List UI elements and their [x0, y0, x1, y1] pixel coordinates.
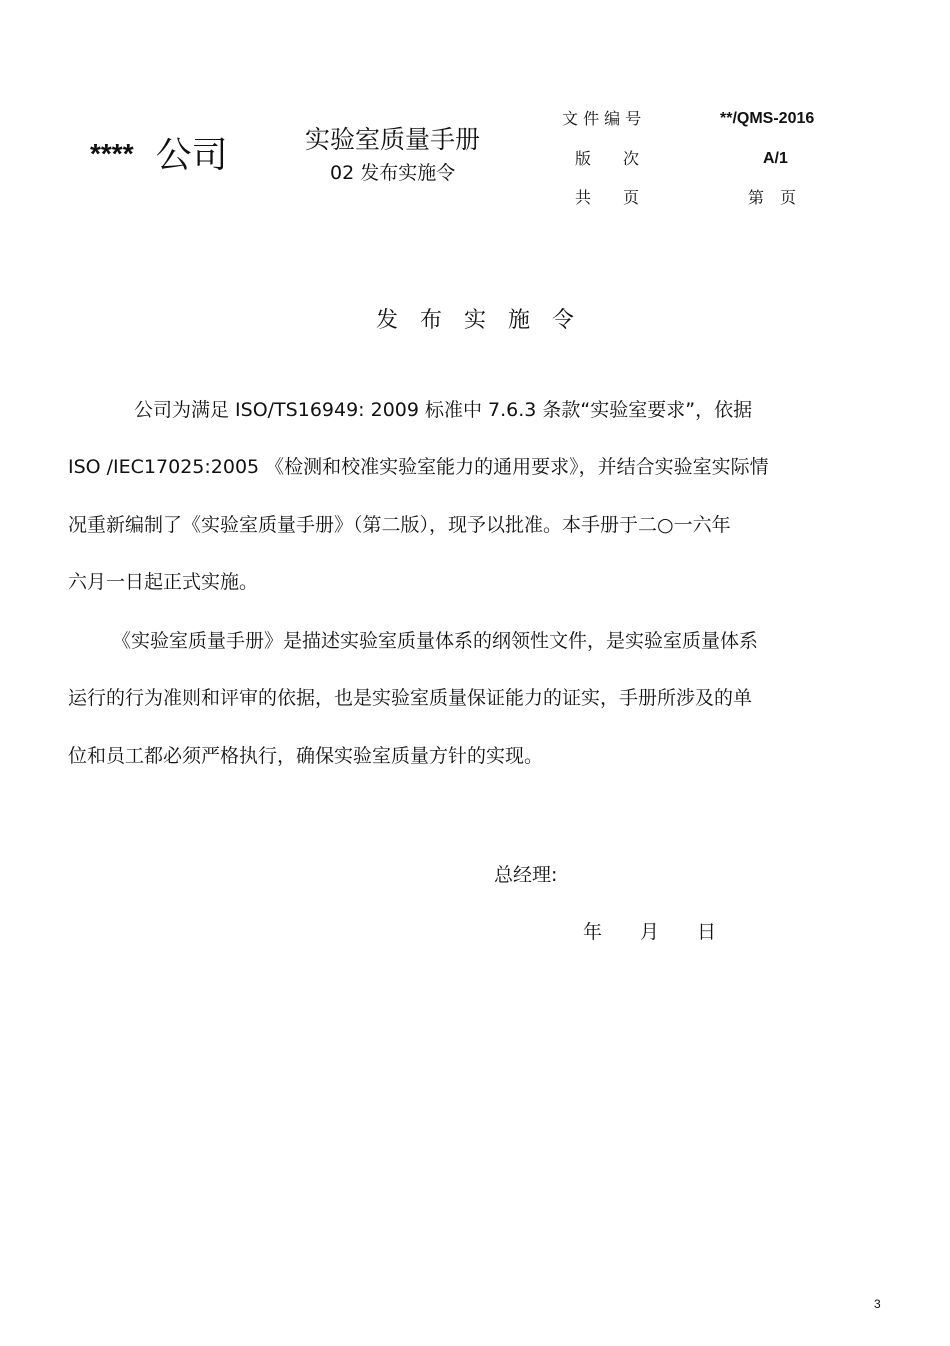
manual-title: 实验室质量手册	[305, 125, 481, 154]
paragraph-2-line-2: 运行的行为准则和评审的依据，也是实验室质量保证能力的证实，手册所涉及的单	[68, 687, 753, 709]
paragraph-1-line-3: 况重新编制了《实验室质量手册》（第二版），现予以批准。本手册于二○一六年	[68, 514, 731, 536]
company-name	[90, 132, 228, 178]
version-label: 版 次	[575, 149, 640, 168]
general-manager-label: 总经理:	[494, 864, 558, 886]
doc-number-value: **/QMS-2016	[720, 110, 815, 127]
company-label: 公司	[155, 135, 228, 176]
version-value: A/1	[763, 150, 788, 167]
page-number: 3	[874, 1297, 881, 1311]
total-pages-label: 共 页	[575, 188, 640, 207]
document-title: 发 布 实 施 令	[375, 308, 574, 333]
paragraph-2-line-3: 位和员工都必须严格执行，确保实验室质量方针的实现。	[68, 745, 544, 767]
page-label: 第 页	[748, 188, 797, 207]
paragraph-1-line-2: ISO /IEC17025:2005 《检测和校准实验室能力的通用要求》，并结合实验室实际情	[68, 456, 769, 478]
date-line: 年 月 日	[583, 921, 717, 943]
paragraph-1-line-4: 六月一日起正式实施。	[68, 571, 259, 593]
paragraph-1-line-1: 公司为满足 ISO/TS16949: 2009 标准中 7.6.3 条款“实验室要求”，依据	[134, 399, 753, 421]
company-stars: ****	[90, 138, 134, 169]
manual-subtitle: 02 发布实施令	[330, 162, 456, 184]
doc-number-label: 文 件 编 号	[562, 109, 642, 128]
paragraph-2-line-1: 《实验室质量手册》是描述实验室质量体系的纲领性文件，是实验室质量体系	[112, 630, 759, 652]
